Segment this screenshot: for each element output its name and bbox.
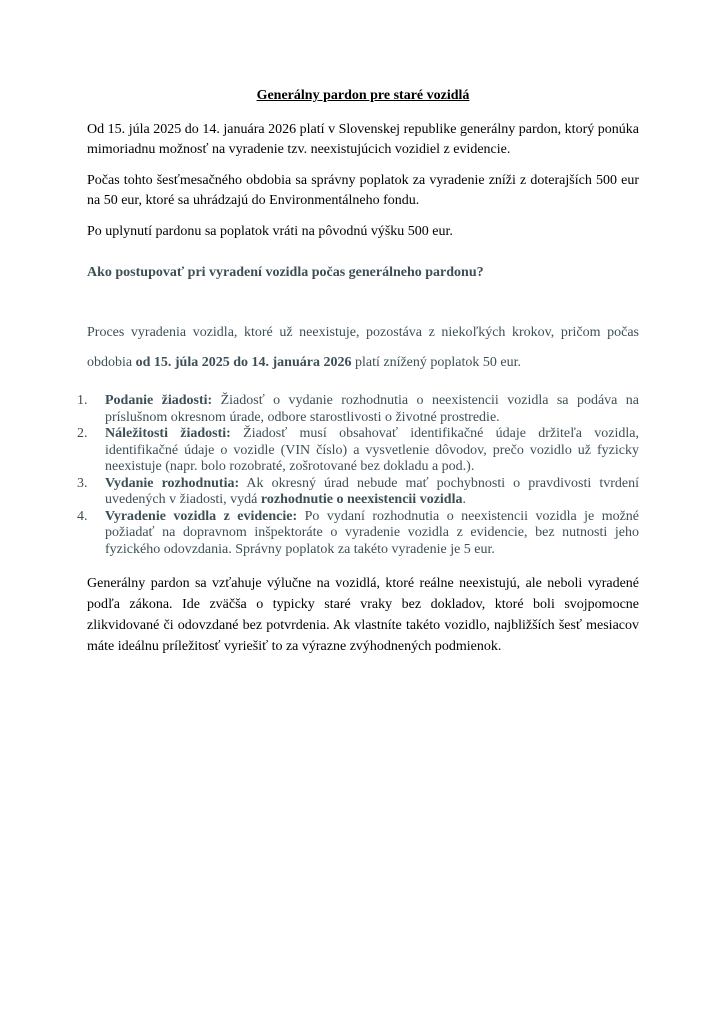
- intro-paragraph: Od 15. júla 2025 do 14. januára 2026 platí v Slovenskej republike generálny pardon, ktorý ponúka mimoriadnu možnosť na vyradenie tzv. neexistujúcich vozidiel z evidencie.: [87, 122, 639, 157]
- list-item: [77, 508, 640, 559]
- process-text-after: platí znížený poplatok 50 eur.: [351, 355, 521, 370]
- steps-list: [77, 393, 640, 558]
- step-label: Náležitosti žiadosti:: [105, 426, 231, 441]
- step-text: Žiadosť o vydanie rozhodnutia o neexistencii vozidla sa podáva na príslušnom okresnom úrade, odbore starostlivosti o životné prostredie.: [105, 393, 639, 425]
- list-item: [77, 426, 640, 476]
- list-item: [77, 393, 639, 426]
- document-title: Generálny pardon pre staré vozidlá: [256, 88, 470, 103]
- step-tail: .: [462, 492, 466, 507]
- process-text-before: Proces vyradenia vozidla, ktoré už neexistuje, pozostáva z niekoľkých krokov, pričom počas obdobia: [87, 325, 639, 370]
- step-number: 3.: [77, 475, 88, 491]
- after-pardon-paragraph: Po uplynutí pardonu sa poplatok vráti na pôvodnú výšku 500 eur.: [87, 224, 453, 239]
- process-date-range: od 15. júla 2025 do 14. januára 2026: [135, 355, 352, 370]
- section-heading: Ako postupovať pri vyradení vozidla počas generálneho pardonu?: [87, 265, 484, 280]
- step-number: 1.: [77, 393, 88, 408]
- step-text: Ak okresný úrad nebude mať pochybnosti o pravdivosti tvrdení uvedených v žiadosti, vydá: [105, 475, 639, 507]
- step-number: 2.: [77, 426, 88, 441]
- process-paragraph: [87, 318, 639, 378]
- step-number: 4.: [77, 508, 88, 524]
- step-label: Vydanie rozhodnutia:: [105, 475, 240, 491]
- step-label: Podanie žiadosti:: [105, 393, 213, 408]
- step-label: Vyradenie vozidla z evidencie:: [105, 508, 298, 524]
- list-item: [77, 475, 639, 509]
- step-text: Po vydaní rozhodnutia o neexistencii vozidla je možné požiadať na dopravnom inšpektoráte o vyradenie vozidla z evidencie, bez nutnosti jeho fyzického odovzdania. Správny poplatok za takéto vyradenie je 5 eur.: [105, 508, 640, 557]
- step-bold-text: rozhodnutie o neexistencii vozidla: [260, 492, 463, 507]
- step-text: Žiadosť musí obsahovať identifikačné údaje držiteľa vozidla, identifikačné údaje o vozidle (VIN číslo) a vysvetlenie dôvodov, prečo vozidlo už fyzicky neexistuje (napr. bolo rozobraté, zošrotované bez dokladu a pod.).: [105, 426, 640, 474]
- fee-paragraph: Počas tohto šesťmesačného obdobia sa správny poplatok za vyradenie zníži z doterajších 500 eur na 50 eur, ktoré sa uhrádzajú do Environmentálneho fondu.: [87, 173, 639, 208]
- closing-paragraph: Generálny pardon sa vzťahuje výlučne na vozidlá, ktoré reálne neexistujú, ale neboli vyradené podľa zákona. Ide zväčša o typicky staré vraky bez dokladov, ktoré boli svojpomocne zlikvidované či odovzdané bez potvrdenia. Ak vlastníte takéto vozidlo, najbližších šesť mesiacov máte ideálnu príležitosť vyriešiť to za výrazne zvýhodnených podmienok.: [87, 576, 639, 654]
